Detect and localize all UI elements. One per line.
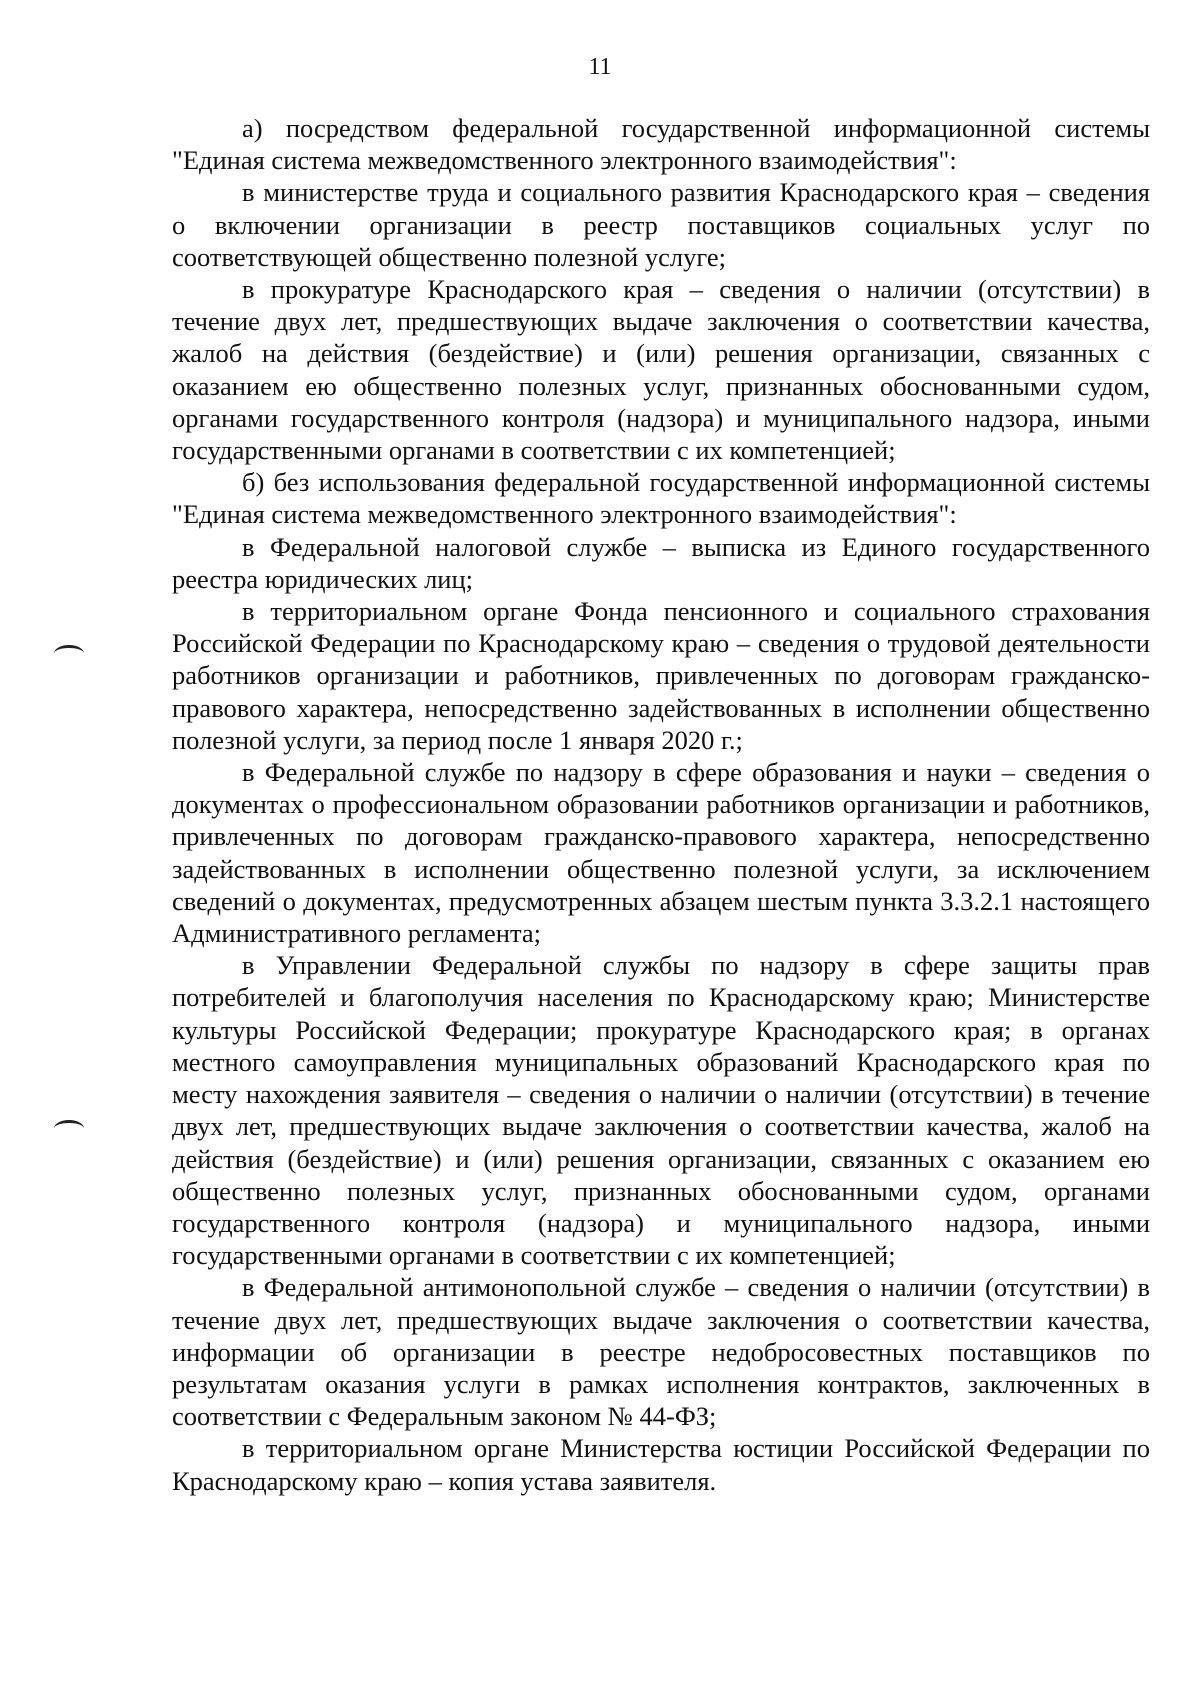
margin-bracket-mark <box>54 1120 84 1137</box>
paragraph-subitem-b: б) без использования федеральной государственной информационной системы "Единая система межведомственного электронного взаимодействия": <box>172 467 1150 530</box>
paragraph-antimonopoly-service: в Федеральной антимонопольной службе – сведения о наличии (отсутствии) в течение двух лет, предшествующих выдаче заключения о соответствии качества, информации об организации в реестре недобросовестных поставщиков по результатам оказания услуги в рамках исполнения контрактов, заключенных в соответствии с Федеральным законом № 44-ФЗ; <box>172 1272 1150 1432</box>
paragraph-education-supervision: в Федеральной службе по надзору в сфере образования и науки – сведения о документах о профессиональном образовании работников организации и работников, привлеченных по договорам гражданско-правового характера, непосредственно задействованных в исполнении общественно полезной услуги, за исключением сведений о документах, предусмотренных абзацем шестым пункта 3.3.2.1 настоящего Административного регламента; <box>172 757 1150 949</box>
paragraph-labor-ministry: в министерстве труда и социального развития Краснодарского края – сведения о включении организации в реестр поставщиков социальных услуг по соответствующей общественно полезной услуге; <box>172 177 1150 272</box>
paragraph-subitem-a: а) посредством федеральной государственной информационной системы "Единая система межведомственного электронного взаимодействия": <box>172 113 1150 176</box>
paragraph-pension-fund: в территориальном органе Фонда пенсионного и социального страхования Российской Федерации по Краснодарскому краю – сведения о трудовой деятельности работников организации и работников, привлеченных по договорам гражданско-правового характера, непосредственно задействованных в исполнении общественно полезной услуги, за период после 1 января 2020 г.; <box>172 596 1150 755</box>
paragraph-prosecutor-office: в прокуратуре Краснодарского края – сведения о наличии (отсутствии) в течение двух лет, предшествующих выдаче заключения о соответствии качества, жалоб на действия (бездействие) и (или) решения организации, связанных с оказанием ею общественно полезных услуг, признанных обоснованными судом, органами государственного контроля (надзора) и муниципального надзора, иными государственными органами в соответствии с их компетенцией; <box>172 274 1150 466</box>
paragraph-justice-ministry: в территориальном органе Министерства юстиции Российской Федерации по Краснодарскому краю – копия устава заявителя. <box>172 1433 1150 1496</box>
page-number: 11 <box>588 54 612 80</box>
paragraph-tax-service: в Федеральной налоговой службе – выписка из Единого государственного реестра юридических лиц; <box>172 531 1150 594</box>
margin-bracket-mark <box>54 645 84 662</box>
document-body <box>172 112 1150 1497</box>
paragraph-consumer-protection: в Управлении Федеральной службы по надзору в сфере защиты прав потребителей и благополучия населения по Краснодарскому краю; Министерстве культуры Российской Федерации; прокуратуре Краснодарского края; в органах местного самоуправления муниципальных образований Краснодарского края по месту нахождения заявителя – сведения о наличии о наличии (отсутствии) в течение двух лет, предшествующих выдаче заключения о соответствии качества, жалоб на действия (бездействие) и (или) решения организации, связанных с оказанием ею общественно полезных услуг, признанных обоснованными судом, органами государственного контроля (надзора) и муниципального надзора, иными государственными органами в соответствии с их компетенцией; <box>172 950 1150 1271</box>
